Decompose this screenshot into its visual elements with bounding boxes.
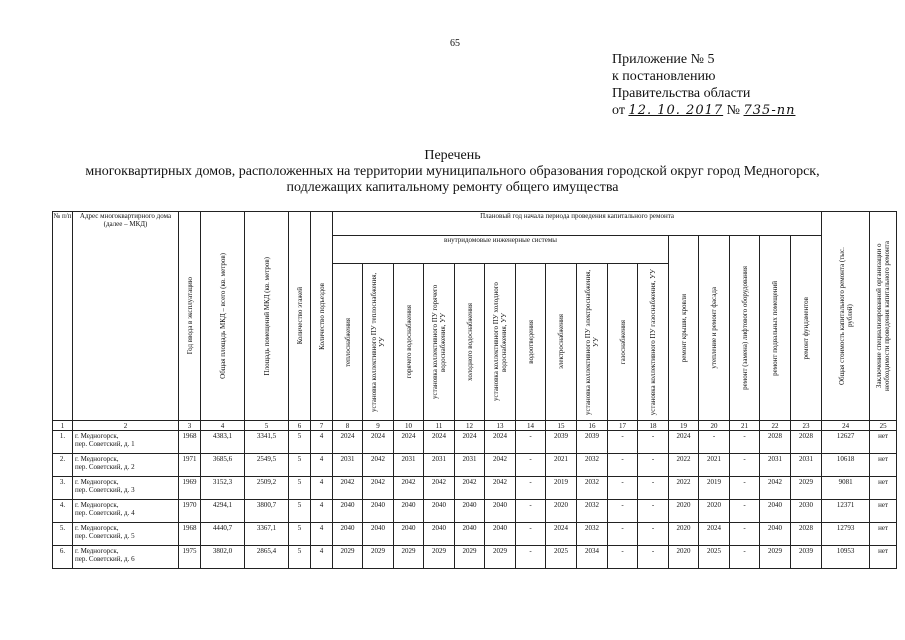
table-cell: 4: [311, 523, 333, 546]
column-number: 2: [73, 421, 179, 431]
table-cell: -: [638, 500, 669, 523]
title-line-3: подлежащих капитальному ремонту общего имущества: [286, 180, 619, 195]
table-cell: 4: [311, 500, 333, 523]
row-address: [73, 431, 179, 454]
table-cell: 2020: [669, 500, 699, 523]
table-cell: нет: [870, 431, 897, 454]
table-cell: 2020: [546, 500, 577, 523]
table-cell: -: [638, 546, 669, 569]
table-cell: нет: [870, 500, 897, 523]
header-hot-water: горячего водоснабжения: [394, 264, 424, 421]
table-cell: -: [730, 454, 760, 477]
table-cell: 4294,1: [201, 500, 245, 523]
table-cell: нет: [870, 477, 897, 500]
header-basement: ремонт подвальных помещений: [760, 236, 791, 421]
header-foundation: ремонт фундаментов: [791, 236, 822, 421]
column-number: 13: [485, 421, 516, 431]
table-cell: нет: [870, 523, 897, 546]
table-cell: 2040: [424, 523, 455, 546]
table-cell: 2509,2: [245, 477, 289, 500]
table-cell: -: [730, 546, 760, 569]
table-cell: -: [608, 500, 638, 523]
table-cell: 2032: [577, 500, 608, 523]
table-cell: 2042: [424, 477, 455, 500]
header-elevator: ремонт (замена) лифтового оборудования: [730, 236, 760, 421]
table-cell: 2042: [760, 477, 791, 500]
table-cell: 1971: [179, 454, 201, 477]
table-cell: 2040: [760, 523, 791, 546]
document-title: [0, 148, 905, 196]
table-cell: -: [608, 431, 638, 454]
table-row: [53, 454, 897, 477]
table-cell: 2031: [424, 454, 455, 477]
address-city: г. Медногорск,: [75, 478, 119, 486]
table-cell: 3802,0: [201, 546, 245, 569]
table-cell: 3800,7: [245, 500, 289, 523]
table-cell: 10618: [822, 454, 870, 477]
row-number: 6.: [53, 546, 73, 569]
table-cell: 5: [289, 454, 311, 477]
table-cell: 2024: [455, 431, 485, 454]
table-cell: нет: [870, 546, 897, 569]
header-heat: теплоснабжения: [333, 264, 363, 421]
column-number: 23: [791, 421, 822, 431]
appendix-block: [612, 51, 795, 119]
table-cell: 1970: [179, 500, 201, 523]
table-row: [53, 500, 897, 523]
table-cell: 2040: [455, 523, 485, 546]
header-gas-meter: установка коллективного ПУ газоснабжения, УУ: [638, 264, 669, 421]
table-cell: 2040: [485, 500, 516, 523]
table-cell: нет: [870, 454, 897, 477]
table-cell: 2031: [333, 454, 363, 477]
address-street: пер. Советский, д. 5: [75, 532, 135, 540]
table-cell: 2034: [577, 546, 608, 569]
column-number: 10: [394, 421, 424, 431]
table-cell: 2022: [669, 454, 699, 477]
date-prefix: от: [612, 103, 625, 118]
table-cell: 5: [289, 546, 311, 569]
table-cell: 4: [311, 546, 333, 569]
table-cell: 5: [289, 477, 311, 500]
row-number: 2.: [53, 454, 73, 477]
table-cell: 2040: [394, 523, 424, 546]
column-number: 3: [179, 421, 201, 431]
column-number: 8: [333, 421, 363, 431]
table-cell: -: [730, 523, 760, 546]
table-cell: 2031: [791, 454, 822, 477]
table-cell: 2029: [333, 546, 363, 569]
table-cell: -: [516, 523, 546, 546]
address-city: г. Медногорск,: [75, 432, 119, 440]
table-cell: 2549,5: [245, 454, 289, 477]
table-cell: 2022: [669, 477, 699, 500]
table-cell: 2040: [424, 500, 455, 523]
table-cell: 2024: [424, 431, 455, 454]
column-number: 22: [760, 421, 791, 431]
table-cell: 2032: [577, 454, 608, 477]
decree-date: 12. 10. 2017: [628, 103, 724, 118]
header-num: № п/п: [53, 212, 73, 421]
table-row: [53, 431, 897, 454]
table-cell: 2029: [455, 546, 485, 569]
table-cell: 2025: [546, 546, 577, 569]
table-row: [53, 523, 897, 546]
table-cell: 3152,3: [201, 477, 245, 500]
table-cell: -: [608, 454, 638, 477]
table-cell: -: [730, 500, 760, 523]
table-cell: 2029: [791, 477, 822, 500]
table-cell: 2021: [546, 454, 577, 477]
header-gas: газоснабжения: [608, 264, 638, 421]
column-number: 18: [638, 421, 669, 431]
table-cell: 2040: [485, 523, 516, 546]
header-roof: ремонт крыши, кровли: [669, 236, 699, 421]
table-cell: 2029: [424, 546, 455, 569]
header-hot-water-meter: установка коллективного ПУ горячего водоснабжения, УУ: [424, 264, 455, 421]
column-number: 24: [822, 421, 870, 431]
table-body: [53, 421, 897, 569]
table-cell: 2028: [791, 523, 822, 546]
table-cell: -: [516, 431, 546, 454]
table-cell: 2024: [363, 431, 394, 454]
table-cell: 2042: [363, 454, 394, 477]
table-cell: 2021: [699, 454, 730, 477]
table-cell: -: [516, 546, 546, 569]
table-cell: 2042: [485, 477, 516, 500]
header-address: Адрес многоквартирного дома (далее – МКД): [73, 212, 179, 421]
table-cell: 2040: [363, 500, 394, 523]
table-cell: -: [699, 431, 730, 454]
table-cell: 4: [311, 477, 333, 500]
table-cell: 5: [289, 523, 311, 546]
column-number: 6: [289, 421, 311, 431]
appendix-date-line: [612, 102, 795, 119]
table-cell: 2024: [394, 431, 424, 454]
table-cell: 3367,1: [245, 523, 289, 546]
buildings-table: [52, 211, 897, 569]
table-cell: -: [638, 477, 669, 500]
table-cell: 2042: [333, 477, 363, 500]
table-cell: 12793: [822, 523, 870, 546]
header-entrances: Количество подъездов: [311, 212, 333, 421]
row-number: 5.: [53, 523, 73, 546]
header-year: Год ввода в эксплуатацию: [179, 212, 201, 421]
decree-number: 735-пп: [743, 103, 796, 118]
table-cell: 2040: [394, 500, 424, 523]
table-cell: 2019: [699, 477, 730, 500]
header-total-area: Общая площадь МКД – всего (кв. метров): [201, 212, 245, 421]
column-number-row: [53, 421, 897, 431]
table-cell: 12627: [822, 431, 870, 454]
address-street: пер. Советский, д. 1: [75, 440, 135, 448]
row-number: 1.: [53, 431, 73, 454]
column-number: 21: [730, 421, 760, 431]
column-number: 16: [577, 421, 608, 431]
table-cell: 5: [289, 431, 311, 454]
table-cell: -: [638, 454, 669, 477]
table-cell: 2030: [791, 500, 822, 523]
address-city: г. Медногорск,: [75, 501, 119, 509]
row-address: [73, 477, 179, 500]
appendix-line-2: к постановлению: [612, 69, 716, 84]
address-street: пер. Советский, д. 3: [75, 486, 135, 494]
header-power: электроснабжения: [546, 264, 577, 421]
table-cell: 2040: [333, 500, 363, 523]
row-number: 4.: [53, 500, 73, 523]
column-number: 20: [699, 421, 730, 431]
header-facade: утепление и ремонт фасада: [699, 236, 730, 421]
table-cell: 2039: [791, 546, 822, 569]
column-number: 4: [201, 421, 245, 431]
column-number: 12: [455, 421, 485, 431]
table-cell: 4: [311, 454, 333, 477]
table-cell: -: [608, 477, 638, 500]
table-cell: -: [516, 454, 546, 477]
table-cell: -: [638, 431, 669, 454]
column-number: 7: [311, 421, 333, 431]
column-number: 15: [546, 421, 577, 431]
table-cell: 10953: [822, 546, 870, 569]
title-line-2: многоквартирных домов, расположенных на территории муниципального образования городской округ город Медногорск,: [85, 164, 820, 179]
table-cell: 2042: [394, 477, 424, 500]
table-cell: -: [730, 477, 760, 500]
table-row: [53, 477, 897, 500]
column-number: 17: [608, 421, 638, 431]
table-cell: 2024: [333, 431, 363, 454]
table-cell: 2029: [760, 546, 791, 569]
row-address: [73, 546, 179, 569]
table-cell: 2019: [546, 477, 577, 500]
table-row: [53, 546, 897, 569]
column-number: 19: [669, 421, 699, 431]
column-number: 14: [516, 421, 546, 431]
table-cell: 2020: [669, 546, 699, 569]
table-cell: 9081: [822, 477, 870, 500]
header-engineering: внутридомовые инженерные системы: [333, 236, 669, 264]
table-cell: 2028: [760, 431, 791, 454]
table-cell: 2020: [669, 523, 699, 546]
table-cell: 2031: [455, 454, 485, 477]
table-cell: -: [730, 431, 760, 454]
header-cold-water-meter: установка коллективного ПУ холодного водоснабжения, УУ: [485, 264, 516, 421]
header-premises-area: Площадь помещений МКД (кв. метров): [245, 212, 289, 421]
column-number: 1: [53, 421, 73, 431]
table-cell: 2024: [669, 431, 699, 454]
header-planned: Плановый год начала периода проведения капитального ремонта: [333, 212, 822, 236]
row-address: [73, 523, 179, 546]
header-sewer: водоотведения: [516, 264, 546, 421]
address-city: г. Медногорск,: [75, 524, 119, 532]
address-city: г. Медногорск,: [75, 455, 119, 463]
header-power-meter: установка коллективного ПУ электроснабжения, УУ: [577, 264, 608, 421]
column-number: 25: [870, 421, 897, 431]
table-cell: 2039: [546, 431, 577, 454]
table-cell: 1968: [179, 523, 201, 546]
table-cell: -: [516, 500, 546, 523]
table-cell: 2029: [363, 546, 394, 569]
table-cell: -: [608, 523, 638, 546]
table-cell: 2040: [760, 500, 791, 523]
table-cell: 1968: [179, 431, 201, 454]
table-cell: 2042: [485, 454, 516, 477]
row-address: [73, 500, 179, 523]
appendix-line-3: Правительства области: [612, 86, 751, 101]
table-cell: 3685,6: [201, 454, 245, 477]
table-cell: 2024: [485, 431, 516, 454]
table-cell: 2042: [455, 477, 485, 500]
table-cell: -: [608, 546, 638, 569]
header-floors: Количество этажей: [289, 212, 311, 421]
appendix-line-1: Приложение № 5: [612, 52, 715, 67]
table-cell: 2029: [485, 546, 516, 569]
table-cell: 2028: [791, 431, 822, 454]
table-cell: 2040: [455, 500, 485, 523]
table-cell: 2031: [760, 454, 791, 477]
address-street: пер. Советский, д. 4: [75, 509, 135, 517]
table-cell: 12371: [822, 500, 870, 523]
table-cell: 2020: [699, 500, 730, 523]
table-cell: 4: [311, 431, 333, 454]
table-cell: 2040: [363, 523, 394, 546]
title-line-1: Перечень: [424, 148, 481, 163]
table-cell: 2042: [363, 477, 394, 500]
page-number: 65: [450, 38, 460, 49]
table-cell: 1975: [179, 546, 201, 569]
address-city: г. Медногорск,: [75, 547, 119, 555]
table-cell: 2040: [333, 523, 363, 546]
header-heat-meter: установка коллективного ПУ теплоснабжения, УУ: [363, 264, 394, 421]
table-cell: 2024: [699, 523, 730, 546]
column-number: 11: [424, 421, 455, 431]
table-cell: -: [638, 523, 669, 546]
header-cost: Общая стоимость капитального ремонта (тыс. рублей): [822, 212, 870, 421]
address-street: пер. Советский, д. 2: [75, 463, 135, 471]
table-cell: 2865,4: [245, 546, 289, 569]
row-number: 3.: [53, 477, 73, 500]
number-prefix: №: [726, 103, 740, 118]
header-cold-water: холодного водоснабжения: [455, 264, 485, 421]
table-cell: 4440,7: [201, 523, 245, 546]
table-cell: 2031: [394, 454, 424, 477]
table-cell: -: [516, 477, 546, 500]
table-cell: 4383,1: [201, 431, 245, 454]
table-cell: 2032: [577, 523, 608, 546]
table-cell: 3341,5: [245, 431, 289, 454]
table-cell: 2032: [577, 477, 608, 500]
column-number: 5: [245, 421, 289, 431]
column-number: 9: [363, 421, 394, 431]
table-cell: 2024: [546, 523, 577, 546]
table-cell: 5: [289, 500, 311, 523]
table-cell: 2025: [699, 546, 730, 569]
header-conclusion: Заключение специализированной организации о необходимости проведения капитального ремонта: [870, 212, 897, 421]
table-cell: 1969: [179, 477, 201, 500]
address-street: пер. Советский, д. 6: [75, 555, 135, 563]
table-cell: 2029: [394, 546, 424, 569]
row-address: [73, 454, 179, 477]
table-cell: 2039: [577, 431, 608, 454]
